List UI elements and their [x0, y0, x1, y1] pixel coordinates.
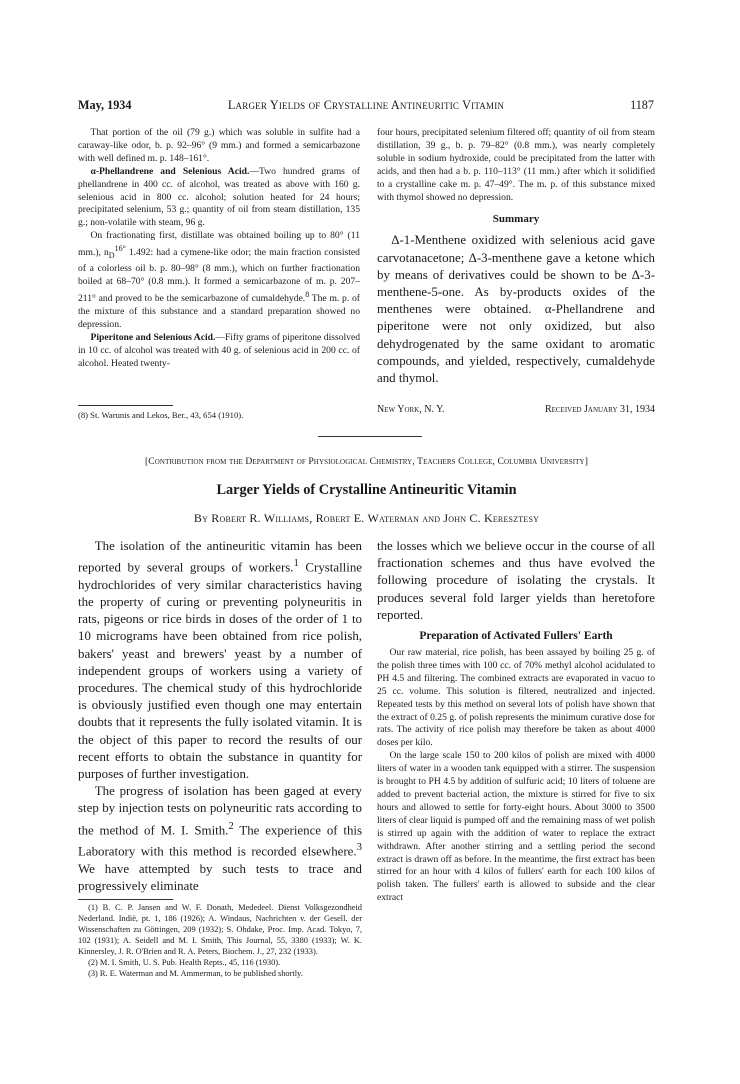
paragraph-heading: Piperitone and Selenious Acid.: [90, 331, 216, 343]
article-divider: [318, 436, 422, 437]
footnote: (2) M. I. Smith, U. S. Pub. Health Repts., 45, 116 (1930).: [88, 957, 281, 967]
prev-article-right-column: [377, 127, 655, 387]
footnotes: [78, 902, 362, 979]
summary-heading: Summary: [492, 213, 540, 226]
section-heading: Preparation of Activated Fullers' Earth: [419, 630, 613, 643]
running-head: [78, 98, 654, 114]
footnote-rule: [78, 899, 173, 900]
paragraph: On the large scale 150 to 200 kilos of polish are mixed with 4000 liters of water in a wooden tank equipped with a stirrer. The suspension is brought to PH 4.5 by addition of sulfuric acid; 10 liters of toluene are added to prevent bacterial action, the mixture is stirred for five to six hours and allowed to settle for forty-eight hours. About 3000 to 3500 liters of clear liquid is pumped off and the remaining mass of wet polish is stirred up again with the addition of water to replace the extract withdrawn. After another stirring and a settling period the second extract is drawn off as before. In the meantime, the first extract has been stirred for an hour with 4 kilos of fullers' earth for each 100 kilos of polish taken. The fullers' earth is allowed to subside and the clear extract: [377, 750, 655, 904]
paragraph: The progress of isolation has been gaged at every step by injection tests on polyneuritic rats according to the method of M. I. Smith.$^2$ The experience of this Laboratory with this method is recorded elsewhere.$^3$ We have attempted by such tests to trace and progressively eliminate: [78, 784, 362, 893]
article-title: Larger Yields of Crystalline Antineuritic Vitamin: [216, 482, 517, 498]
footnote: (8) St. Warunis and Lekos, Ber., 43, 654 (1910).: [78, 410, 244, 420]
article-left-column: [78, 538, 362, 979]
refractive-index-subscript: D: [108, 251, 115, 261]
running-title: Larger Yields of Crystalline Antineuritic Vitamin: [227, 98, 505, 112]
paragraph: The isolation of the antineuritic vitamin has been reported by several groups of workers.$^1$ Crystalline hydrochlorides of very similar characteristics having the property of curing or preventing polyneuritis in rats, pigeons or rice birds in doses of the order of 1 to 10 micrograms have been obtained from rice polish, bakers' yeast and brewers' yeast by a number of independent groups of workers using a variety of procedures. The chemical study of this hydrochloride is obviously justified even though one may entertain doubts that it represents the fully isolated vitamin. It is the object of this paper to record the results of our recent efforts to obtain the substance in quantity for purposes of further investigation.: [78, 539, 362, 781]
paragraph-heading: α-Phellandrene and Selenious Acid.: [90, 165, 250, 177]
prev-article-left-column: [78, 127, 360, 371]
paragraph: Our raw material, rice polish, has been assayed by boiling 25 g. of the polish three times with 100 cc. of 70% methyl alcohol acidulated to PH 4.5 and filtering. The combined extracts are evaporated in vacuo to 25 cc. volume. This solution is filtered, neutralized and injected. Repeated tests by this method on several lots of polish have shown that the extract of 0.25 g. of polish represents the minimum curative dose for rats. The activity of rice polish may therefore be taken as about 4000 doses per kilo.: [377, 647, 655, 749]
paragraph: [78, 332, 360, 371]
article-right-column: [377, 538, 655, 905]
paragraph: On fractionating first, distillate was obtained boiling up to 80° (11 mm.), $n_D^{16^\circ}$ 1.492: had a cymene-like odor; the main fraction consisted of a colorless oil b. p. 80–98° (8 mm.), which on further fractionation boiled at 68–70° (0.8 mm.). It formed a semicarbazone of m. p. 207–211° and proved to be the semicarbazone of cumaldehyde.$^8$ The m. p. of the mixture of this substance and a standard preparation showed no depression.: [78, 230, 360, 330]
city: New York, N. Y.: [377, 404, 445, 415]
summary-text: Δ-1-Menthene oxidized with selenious acid gave carvotanacetone; Δ-3-menthene gave a ketone which by means of derivatives could be shown to be Δ-3-menthene-5-one. As by-products oxides of the menthenes were obtained. α-Phellandrene and piperitone were not only oxidized, but also dehydrogenated by the same oxidant to aromatic compounds, and yielded, respectively, cumaldehyde and thymol.: [377, 233, 655, 385]
paragraph: the losses which we believe occur in the course of all fractionation schemes and thus have evolved the following procedure of isolating the crystals. It produces several fold larger yields than heretofore reported.: [377, 539, 655, 622]
footnote: (1) B. C. P. Jansen and W. F. Donath, Mededeel. Dienst Volksgezondheid Nederland. Indië, pt. 1, 186 (1926); A. Windaus, Nachrichten v. der Gesell. der Wissenschaften zu Göttingen, 209 (1932); S. Ohdake, Proc. Imp. Acad. Tokyo, 7, 102 (1931); A. Seidell and M. I. Smith, This Journal, 55, 3380 (1933); W. K. Kinnersley, J. R. O'Brien and R. A. Peters, Biochem. J., 27, 232 (1933).: [78, 902, 362, 956]
page-number: 1187: [630, 98, 654, 112]
footnote-ref: 2: [228, 819, 234, 832]
footnote-ref: 1: [293, 557, 299, 570]
byline: By Robert R. Williams, Robert E. Waterman and John C. Keresztesy: [193, 511, 540, 525]
paragraph: [78, 166, 360, 231]
contribution-line: [Contribution from the Department of Physiological Chemistry, Teachers College, Columbia University]: [144, 456, 589, 467]
paragraph-body: —Fifty grams of piperitone dissolved in 10 cc. of alcohol was treated with 40 g. of selenious acid in 200 cc. of alcohol. Heated twenty-: [78, 331, 361, 369]
received-date: Received January 31, 1934: [544, 404, 655, 415]
footnote-ref: 8: [305, 289, 310, 299]
footnote-ref: 3: [356, 841, 362, 854]
issue-date: May, 1934: [78, 98, 132, 112]
paragraph: four hours, precipitated selenium filtered off; quantity of oil from steam distillation, 39 g., b. p. 79–82° (0.8 mm.), was nearly completely soluble in sodium hydroxide, could be precipitated from the latter with acids, and then had a b. p. 110–113° (11 mm.) after which it solidified to a crystalline cake m. p. 47–49°. The m. p. of this substance mixed with thymol showed no depression.: [377, 127, 655, 203]
footnote-rule: [78, 405, 173, 406]
refractive-index-superscript: 16°: [114, 244, 126, 254]
footnote: (3) R. E. Waterman and M. Ammerman, to be published shortly.: [88, 968, 303, 978]
paragraph: That portion of the oil (79 g.) which was soluble in sulfite had a caraway-like odor, b. p. 92–96° (9 mm.) and formed a semicarbazone with well defined m. p. 148–161°.: [78, 127, 360, 164]
paragraph-body: —Two hundred grams of phellandrene in 400 cc. of alcohol, was treated as above with 160 g. selenious acid in 800 cc. alcohol; solution heated for 24 hours; precipitated selenium, 53 g.; quantity of oil from steam distillation, 135 g.; non-volatile with steam, 96 g.: [78, 165, 360, 229]
